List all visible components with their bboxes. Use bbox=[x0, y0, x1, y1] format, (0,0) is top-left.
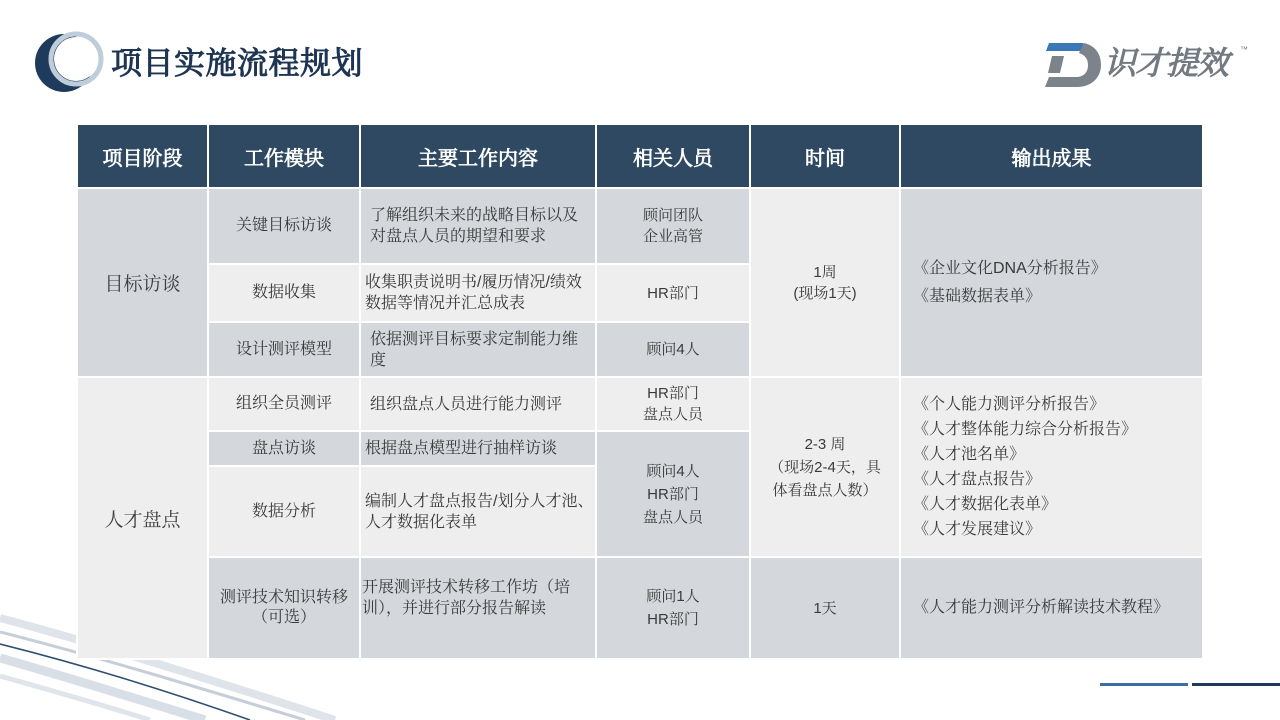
output-cell bbox=[900, 377, 1203, 557]
content-line: 训），并进行部分报告解读 bbox=[362, 600, 547, 617]
module-line: 组织全员测评 bbox=[235, 395, 332, 412]
time-cell bbox=[750, 377, 900, 557]
personnel-cell bbox=[596, 557, 750, 659]
output-item: 《个人能力测评分析报告》 bbox=[913, 396, 1106, 413]
personnel-line: 盘点人员 bbox=[642, 406, 703, 423]
personnel-cell bbox=[596, 322, 750, 377]
output-cell bbox=[900, 557, 1203, 659]
content-line: 了解组织未来的战略目标以及 bbox=[370, 207, 579, 224]
content-line: 收集职责说明书/履历情况/绩效 bbox=[365, 274, 582, 291]
content-line: 依据测评目标要求定制能力维 bbox=[370, 330, 579, 348]
time-cell bbox=[750, 557, 900, 659]
module-cell bbox=[208, 322, 360, 377]
content-cell bbox=[360, 188, 596, 264]
time-cell bbox=[750, 188, 900, 377]
output-item: 《基础数据表单》 bbox=[913, 287, 1042, 305]
personnel-line: 顾问团队 bbox=[642, 207, 703, 224]
content-cell bbox=[360, 322, 596, 377]
phase-cell bbox=[77, 377, 208, 659]
content-line: 人才数据化表单 bbox=[365, 513, 478, 531]
module-line: 关键目标访谈 bbox=[235, 217, 332, 234]
header-phase: 项目阶段 bbox=[77, 124, 208, 188]
content-line: 编制人才盘点报告/划分人才池、 bbox=[365, 492, 594, 510]
output-item: 《人才数据化表单》 bbox=[913, 496, 1058, 513]
content-line: 对盘点人员的期望和要求 bbox=[370, 228, 547, 245]
footer-accent-line bbox=[1192, 683, 1280, 686]
module-cell bbox=[208, 466, 360, 557]
page-title: 项目实施流程规划 bbox=[111, 46, 363, 81]
personnel-cell bbox=[596, 431, 750, 557]
time-line: 体看盘点人数） bbox=[772, 481, 878, 499]
phase-label: 目标访谈 bbox=[104, 274, 181, 295]
brand-logo bbox=[1043, 41, 1255, 89]
table-header-row bbox=[77, 124, 1203, 188]
personnel-line: HR部门 bbox=[647, 385, 699, 402]
phase-cell bbox=[77, 188, 208, 377]
header-content: 主要工作内容 bbox=[360, 124, 596, 188]
table-row bbox=[77, 188, 1203, 264]
time-line: 1周 bbox=[813, 263, 837, 281]
content-line: 根据盘点模型进行抽样访谈 bbox=[365, 440, 558, 457]
personnel-line: HR部门 bbox=[647, 611, 699, 628]
module-line: 数据收集 bbox=[251, 284, 316, 301]
personnel-line: 企业高管 bbox=[642, 228, 703, 245]
output-item: 《人才能力测评分析解读技术教程》 bbox=[913, 599, 1170, 616]
content-cell bbox=[360, 377, 596, 431]
module-line: 测评技术知识转移 bbox=[219, 589, 348, 606]
personnel-line: 顾问4人 bbox=[646, 341, 700, 358]
output-item: 《人才整体能力综合分析报告》 bbox=[913, 421, 1138, 438]
table-row bbox=[77, 557, 1203, 659]
output-item: 《人才盘点报告》 bbox=[913, 471, 1042, 488]
module-cell bbox=[208, 264, 360, 322]
header-module: 工作模块 bbox=[208, 124, 360, 188]
output-item: 《人才发展建议》 bbox=[913, 521, 1042, 538]
personnel-cell bbox=[596, 377, 750, 431]
time-line: 1天 bbox=[813, 599, 837, 617]
module-cell bbox=[208, 377, 360, 431]
personnel-line: 顾问4人 bbox=[646, 462, 700, 480]
header-time: 时间 bbox=[750, 124, 900, 188]
content-line: 组织盘点人员进行能力测评 bbox=[370, 395, 563, 413]
brand-name: 识才提效 bbox=[1104, 45, 1229, 81]
output-item: 《企业文化DNA分析报告》 bbox=[913, 259, 1107, 277]
module-line: 设计测评模型 bbox=[235, 340, 332, 358]
module-cell bbox=[208, 431, 360, 466]
footer-accent-line bbox=[1100, 683, 1188, 686]
content-cell bbox=[360, 431, 596, 466]
module-line: （可选） bbox=[251, 609, 316, 626]
personnel-line: 顾问1人 bbox=[646, 588, 700, 605]
content-cell bbox=[360, 557, 596, 659]
phase-label: 人才盘点 bbox=[104, 509, 181, 531]
personnel-line: 盘点人员 bbox=[642, 508, 703, 526]
time-line: 2-3 周 bbox=[804, 435, 846, 453]
trademark-mark: ™ bbox=[1240, 45, 1248, 54]
output-item: 《人才池名单》 bbox=[913, 446, 1026, 463]
personnel-line: HR部门 bbox=[647, 485, 699, 503]
output-cell bbox=[900, 188, 1203, 377]
logo-circles-icon bbox=[32, 30, 108, 96]
module-line: 数据分析 bbox=[251, 502, 316, 520]
personnel-cell bbox=[596, 188, 750, 264]
time-line: (现场1天) bbox=[793, 284, 857, 302]
time-line: （现场2-4天，具 bbox=[769, 458, 881, 476]
personnel-line: HR部门 bbox=[647, 284, 699, 302]
brand-d-icon bbox=[1043, 42, 1103, 88]
content-line: 数据等情况并汇总成表 bbox=[365, 295, 526, 312]
module-cell bbox=[208, 188, 360, 264]
content-cell bbox=[360, 466, 596, 557]
content-line: 度 bbox=[370, 351, 387, 369]
content-cell bbox=[360, 264, 596, 322]
header-personnel: 相关人员 bbox=[596, 124, 750, 188]
table-row bbox=[77, 377, 1203, 431]
module-cell bbox=[208, 557, 360, 659]
plan-table bbox=[76, 123, 1204, 660]
header-output: 输出成果 bbox=[900, 124, 1203, 188]
content-line: 开展测评技术转移工作坊（培 bbox=[362, 579, 571, 596]
module-line: 盘点访谈 bbox=[251, 439, 316, 457]
personnel-cell bbox=[596, 264, 750, 322]
